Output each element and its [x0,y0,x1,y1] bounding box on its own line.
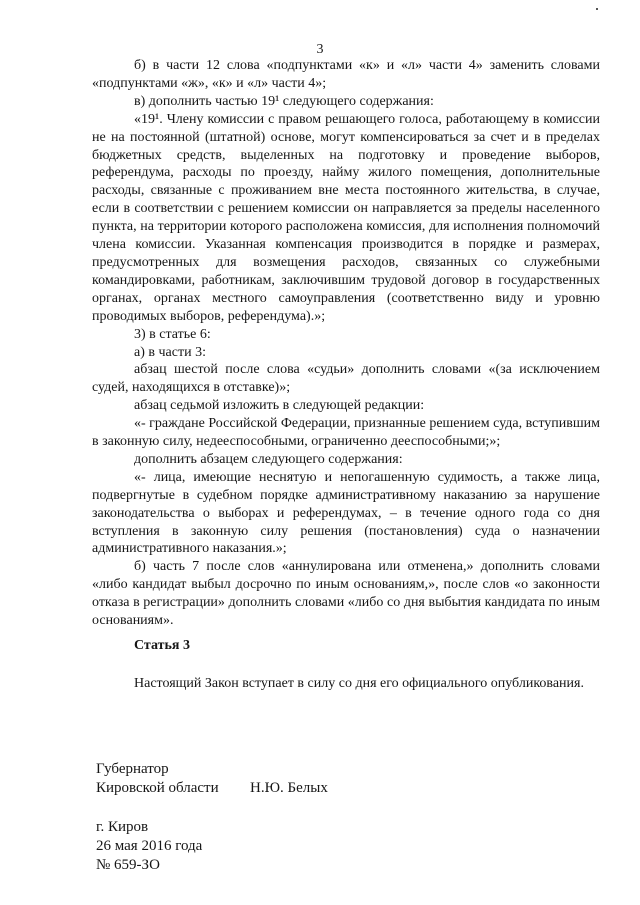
paragraph-article-6: 3) в статье 6: [134,326,211,342]
signatory-region: Кировской области [96,780,219,796]
issue-place: г. Киров [96,819,149,835]
signatory-title: Губернатор [96,761,169,777]
paragraph-part-19-text: «19¹. Члену комиссии с правом решающего голоса, работающему в комиссии не на постоянной (штатной) основе, могут компенсироваться за счет и в пределах бюджетных средств, выделенных на подготовку и проведение выборов, референдума, расходы по проезду, найму жилого помещения, дополнительные расходы, связанные с проживанием вне места постоянного жительства, в случае, если в соответствии с решением комиссии он направляется за пределы населенного пункта, на территории которого расположена комиссия, для исполнения полномочий члена комиссии. Указанная компенсация производится в порядке и размерах, предусмотренных для возмещения расходов, связанных со служебными командировками, работникам, заключившим трудовой договор в государственных органах, органах местного самоуправления (соответственно виду и уровню проводимых выборов, референдума).»; [92,111,600,324]
signature-block [96,760,328,798]
paragraph-part-12: б) в части 12 слова «подпунктами «к» и «л» части 4» заменить словами «подпунктами «ж», «к» и «л» части 4»; [92,58,600,91]
paragraph-abzac-6: абзац шестой после слова «судьи» дополнить словами «(за исключением судей, находящихся в отставке)»; [92,362,600,396]
law-number: № 659-ЗО [96,857,160,873]
scan-speck [596,8,598,10]
signatory-name: Н.Ю. Белых [250,780,328,796]
paragraph-add-part-19: в) дополнить частью 19¹ следующего содержания: [134,93,434,109]
paragraph-abzac-7: абзац седьмой изложить в следующей редакции: [134,398,425,414]
paragraph-abzac-7-text: «- граждане Российской Федерации, признанные решением суда, вступившим в законную силу, недееспособными, ограниченно дееспособными;»; [92,416,600,450]
article-3-text-block [92,675,600,693]
paragraph-add-abzac-text: «- лица, имеющие неснятую и непогашенную судимость, а также лица, подвергнутые в судебном порядке административному наказанию за нарушение законодательства о выборах и референдумах, – в течение одного года со дня вступления в законную силу решения (постановления) суда о назначении административного наказания.»; [92,469,600,557]
signatory-row [96,779,328,798]
issue-date: 26 мая 2016 года [96,838,203,854]
article-3-text: Настоящий Закон вступает в силу со дня его официального опубликования. [134,676,584,691]
paragraph-part-3: а) в части 3: [134,344,206,360]
paragraph-add-abzac: дополнить абзацем следующего содержания: [134,451,403,467]
page-number: 3 [316,42,324,57]
issue-details [96,818,202,875]
article-heading: Статья 3 [134,638,190,653]
paragraph-part-7: б) часть 7 после слов «аннулирована или отменена,» дополнить словами «либо кандидат выбыл досрочно по иным основаниям,», после слов «о законности отказа в регистрации» дополнить словами «либо со дня выбытия кандидата по иным основаниям». [92,559,600,629]
amendments-text [92,57,600,630]
